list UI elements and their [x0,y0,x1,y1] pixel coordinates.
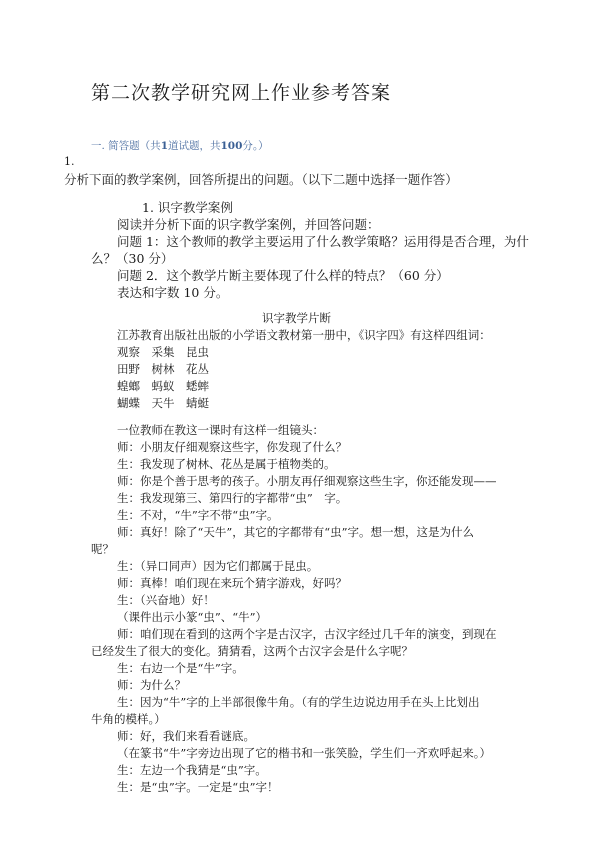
expression-note: 表达和字数 10 分。 [117,285,229,300]
total-score: 100 [220,140,243,152]
dialogue-line: 师：为什么？ [117,678,186,692]
case-heading: 1. 识字教学案例 [142,200,233,215]
case-intro: 阅读并分析下面的识字教学案例，并回答问题： [117,217,380,232]
section-mid: 道试题，共 [168,140,221,152]
excerpt-title: 识字教学片断 [262,311,331,325]
dialogue-line: 呢？ [91,542,114,556]
excerpt-intro: 江苏教育出版社出版的小学语文教材第一册中，《识字四》有这样四组词： [117,328,491,342]
dialogue-line: 生：（异口同声）因为它们都属于昆虫。 [117,559,319,573]
dialogue-line: 师：咱们现在看到的这两个字是古汉字，古汉字经过几千年的演变，到现在 [117,627,497,641]
dialogue-line: 牛角的模样。） [91,712,166,726]
dialogue-line: 生：是“虫”字。一定是“虫”字！ [117,780,279,794]
dialogue-line: 师：你是个善于思考的孩子。小朋友再仔细观察这些生字，你还能发现—— [117,474,497,488]
section-prefix: 一. 简答题（共 [91,140,161,152]
dialogue-line: 师：小朋友仔细观察这些字，你发现了什么？ [117,440,347,454]
word-group: 田野 树林 花丛 [117,362,209,376]
dialogue-line: 师：真好！除了“天牛”，其它的字都带有“虫”字。想一想，这是为什么 [117,525,475,539]
dialogue-line: 生：因为“牛”字的上半部很像牛角。（有的学生边说边用手在头上比划出 [117,695,480,709]
question-1-line-2: 么？（30 分） [91,251,174,266]
section-header [91,138,269,153]
dialogue-line: 生：右边一个是“牛”字。 [117,661,244,675]
word-group: 观察 采集 昆虫 [117,345,209,359]
question-1-line-1: 问题 1：这个教师的教学主要运用了什么教学策略？运用得是否合理，为什 [117,234,529,249]
dialogue-line: 生：（兴奋地）好！ [117,593,215,607]
question-2: 问题 2．这个教学片断主要体现了什么样的特点？（60 分） [117,268,449,283]
word-group: 蝴蝶 天牛 蜻蜓 [117,396,209,410]
section-suffix: 分。） [242,140,269,152]
dialogue-line: 师：好，我们来看看谜底。 [117,729,255,743]
question-instruction: 分析下面的教学案例，回答所提出的问题。（以下二题中选择一题作答） [64,172,458,187]
dialogue-line: 师：真棒！咱们现在来玩个猜字游戏，好吗？ [117,576,347,590]
dialogue-line: 生：我发现第三、第四行的字都带“虫” 字。 [117,491,348,505]
question-number: 1. [64,155,75,168]
page-title: 第二次教学研究网上作业参考答案 [91,82,392,104]
dialogue-line: 一位教师在教这一课时有这样一组镜头： [117,423,324,437]
dialogue-line: 生：我发现了树林、花丛是属于植物类的。 [117,457,336,471]
question-count: 1 [160,140,168,152]
dialogue-line: （在篆书“牛”字旁边出现了它的楷书和一张笑脸，学生们一齐欢呼起来。） [117,746,492,760]
word-group: 蝗螂 蚂蚁 蟋蟀 [117,379,209,393]
dialogue-line: （课件出示小篆“虫”、“牛”） [117,610,268,624]
dialogue-line: 生：左边一个我猜是“虫”字。 [117,763,267,777]
dialogue-line: 生：不对，“牛”字不带“虫”字。 [117,508,279,522]
dialogue-line: 已经发生了很大的变化。猜猜看，这两个古汉字会是什么字呢？ [91,644,413,658]
